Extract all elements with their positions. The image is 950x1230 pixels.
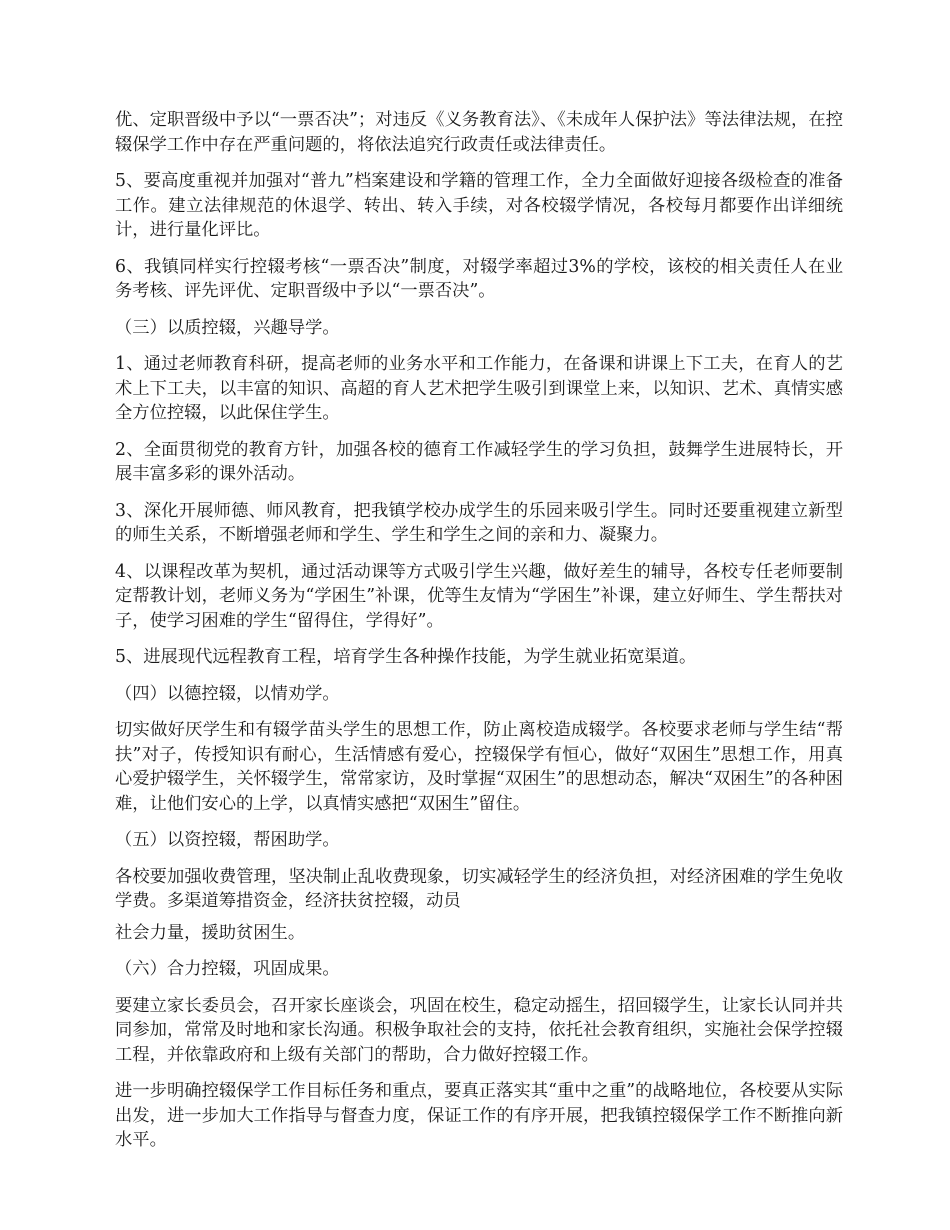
paragraph-education-policy: 2、全面贯彻党的教育方针，加强各校的德育工作减轻学生的学习负担，鼓舞学生进展特长，开展丰富多彩的课外活动。 [115, 439, 843, 484]
paragraph-veto-system: 6、我镇同样实行控辍考核“一票否决”制度，对辍学率超过3%的学校，该校的相关责任人在业务考核、评先评优、定职晋级中予以“一票否决”。 [115, 256, 843, 301]
paragraph-teacher-research: 1、通过老师教育科研，提高老师的业务水平和工作能力，在备课和讲课上下工夫，在育人的艺术上下工夫，以丰富的知识、高超的育人艺术把学生吸引到课堂上来，以知识、艺术、真情实感全方位控辍，以此保住学生。 [115, 354, 843, 423]
paragraph-remote-education: 5、进展现代远程教育工程，培育学生各种操作技能，为学生就业拓宽渠道。 [115, 647, 697, 667]
section-heading-morality: （四）以德控辍，以情劝学。 [115, 683, 340, 704]
paragraph-conclusion: 进一步明确控辍保学工作目标任务和重点，要真正落实其“重中之重”的战略地位，各校要从实际出发，进一步加大工作指导与督查力度，保证工作的有序开展，把我镇控辍保学工作不断推向新水平。 [115, 1081, 843, 1150]
section-heading-funding: （五）以资控辍，帮困助学。 [115, 830, 340, 850]
paragraph-teacher-ethics: 3、深化开展师德、师风教育，把我镇学校办成学生的乐园来吸引学生。同时还要重视建立新型的师生关系，不断增强老师和学生、学生和学生之间的亲和力、凝聚力。 [115, 500, 843, 545]
paragraph-archive-management: 5、要高度重视并加强对“普九”档案建设和学籍的管理工作，全力全面做好迎接各级检查的准备工作。建立法律规范的休退学、转出、转入手续，对各校辍学情况，各校每月都要作出详细统计，进行量化评比。 [115, 171, 843, 240]
paragraph-social-support: 社会力量，援助贫困生。 [115, 922, 306, 943]
document-page [115, 108, 843, 1165]
paragraph-parent-committee: 要建立家长委员会，召开家长座谈会，巩固在校生，稳定动摇生，招回辍学生，让家长认同并共同参加，常常及时地和家长沟通。积极争取社会的支持，依托社会教育组织，实施社会保学控辍工程，并依靠政府和上级有关部门的帮助，合力做好控辍工作。 [115, 995, 843, 1065]
paragraph-evaluation-veto: 优、定职晋级中予以“一票否决”；对违反《义务教育法》、《未成年人保护法》等法律法规，在控辍保学工作中存在严重问题的，将依法追究行政责任或法律责任。 [115, 110, 843, 155]
section-heading-quality: （三）以质控辍，兴趣导学。 [115, 317, 340, 338]
section-heading-cooperation: （六）合力控辍，巩固成果。 [115, 959, 340, 979]
paragraph-curriculum-reform: 4、以课程改革为契机，通过活动课等方式吸引学生兴趣，做好差生的辅导，各校专任老师要制定帮教计划，老师义务为“学困生”补课，优等生友情为“学困生”补课，建立好师生、学生帮扶对子，使学习困难的学生“留得住，学得好”。 [115, 561, 843, 631]
paragraph-student-counseling: 切实做好厌学生和有辍学苗头学生的思想工作，防止离校造成辍学。各校要求老师与学生结“帮扶”对子，传授知识有耐心，生活情感有爱心，控辍保学有恒心，做好“双困生”思想工作，用真心爱护辍学生，关怀辍学生，常常家访，及时掌握“双困生”的思想动态，解决“双困生”的各种困难，让他们安心的上学，以真情实感把“双困生”留住。 [115, 720, 843, 814]
paragraph-fee-management: 各校要加强收费管理，坚决制止乱收费现象，切实减轻学生的经济负担，对经济困难的学生免收学费。多渠道筹措资金，经济扶贫控辍，动员 [115, 866, 843, 911]
